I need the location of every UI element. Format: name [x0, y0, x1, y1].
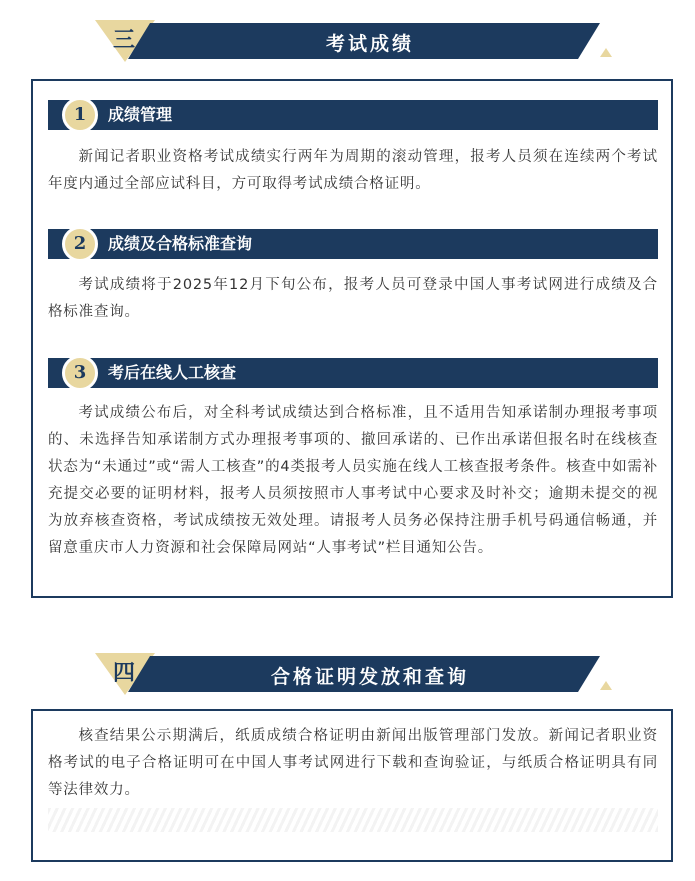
section-3-number: 三 — [113, 27, 136, 53]
item-3-title: 考后在线人工核查 — [108, 363, 237, 382]
section-3-header — [0, 15, 695, 75]
item-3-text: 考试成绩公布后，对全科考试成绩达到合格标准，且不适用告知承诺制办理报考事项的、未选择告知承诺制方式办理报考事项的、撤回承诺的、已作出承诺但报名时在线核查状态为“未通过”或“需人工核查”的4类报考人员实施在线人工核查报考条件。核查中如需补充提交必要的证明材料，报考人员须按照市人事考试中心要求及时补交；逾期未提交的视为放弃核查资格，考试成绩按无效处理。请报考人员务必保持注册手机号码通信畅通，并留意重庆市人力资源和社会保障局网站“人事考试”栏目通知公告。 — [48, 405, 658, 556]
section-3-title: 考试成绩 — [325, 33, 414, 55]
section-4-title: 合格证明发放和查询 — [270, 666, 469, 688]
section-4-number: 四 — [113, 660, 136, 686]
item-1-badge: 1 — [62, 97, 98, 133]
item-1-title: 成绩管理 — [108, 105, 173, 124]
item-3-badge: 3 — [62, 355, 98, 391]
item-1-text: 新闻记者职业资格考试成绩实行两年为周期的滚动管理，报考人员须在连续两个考试年度内通过全部应试科目，方可取得考试成绩合格证明。 — [48, 149, 658, 192]
item-2-text: 考试成绩将于2025年12月下旬公布，报考人员可登录中国人事考试网进行成绩及合格标准查询。 — [48, 277, 658, 320]
item-2-title: 成绩及合格标准查询 — [108, 234, 253, 253]
header-corner-triangle — [600, 681, 612, 690]
header-corner-triangle — [600, 48, 612, 57]
item-2-badge: 2 — [62, 226, 98, 262]
decorative-stripes — [48, 808, 658, 832]
section-4-text: 核查结果公示期满后，纸质成绩合格证明由新闻出版管理部门发放。新闻记者职业资格考试的电子合格证明可在中国人事考试网进行下载和查询验证，与纸质合格证明具有同等法律效力。 — [48, 728, 658, 798]
section-4-header — [0, 648, 695, 708]
